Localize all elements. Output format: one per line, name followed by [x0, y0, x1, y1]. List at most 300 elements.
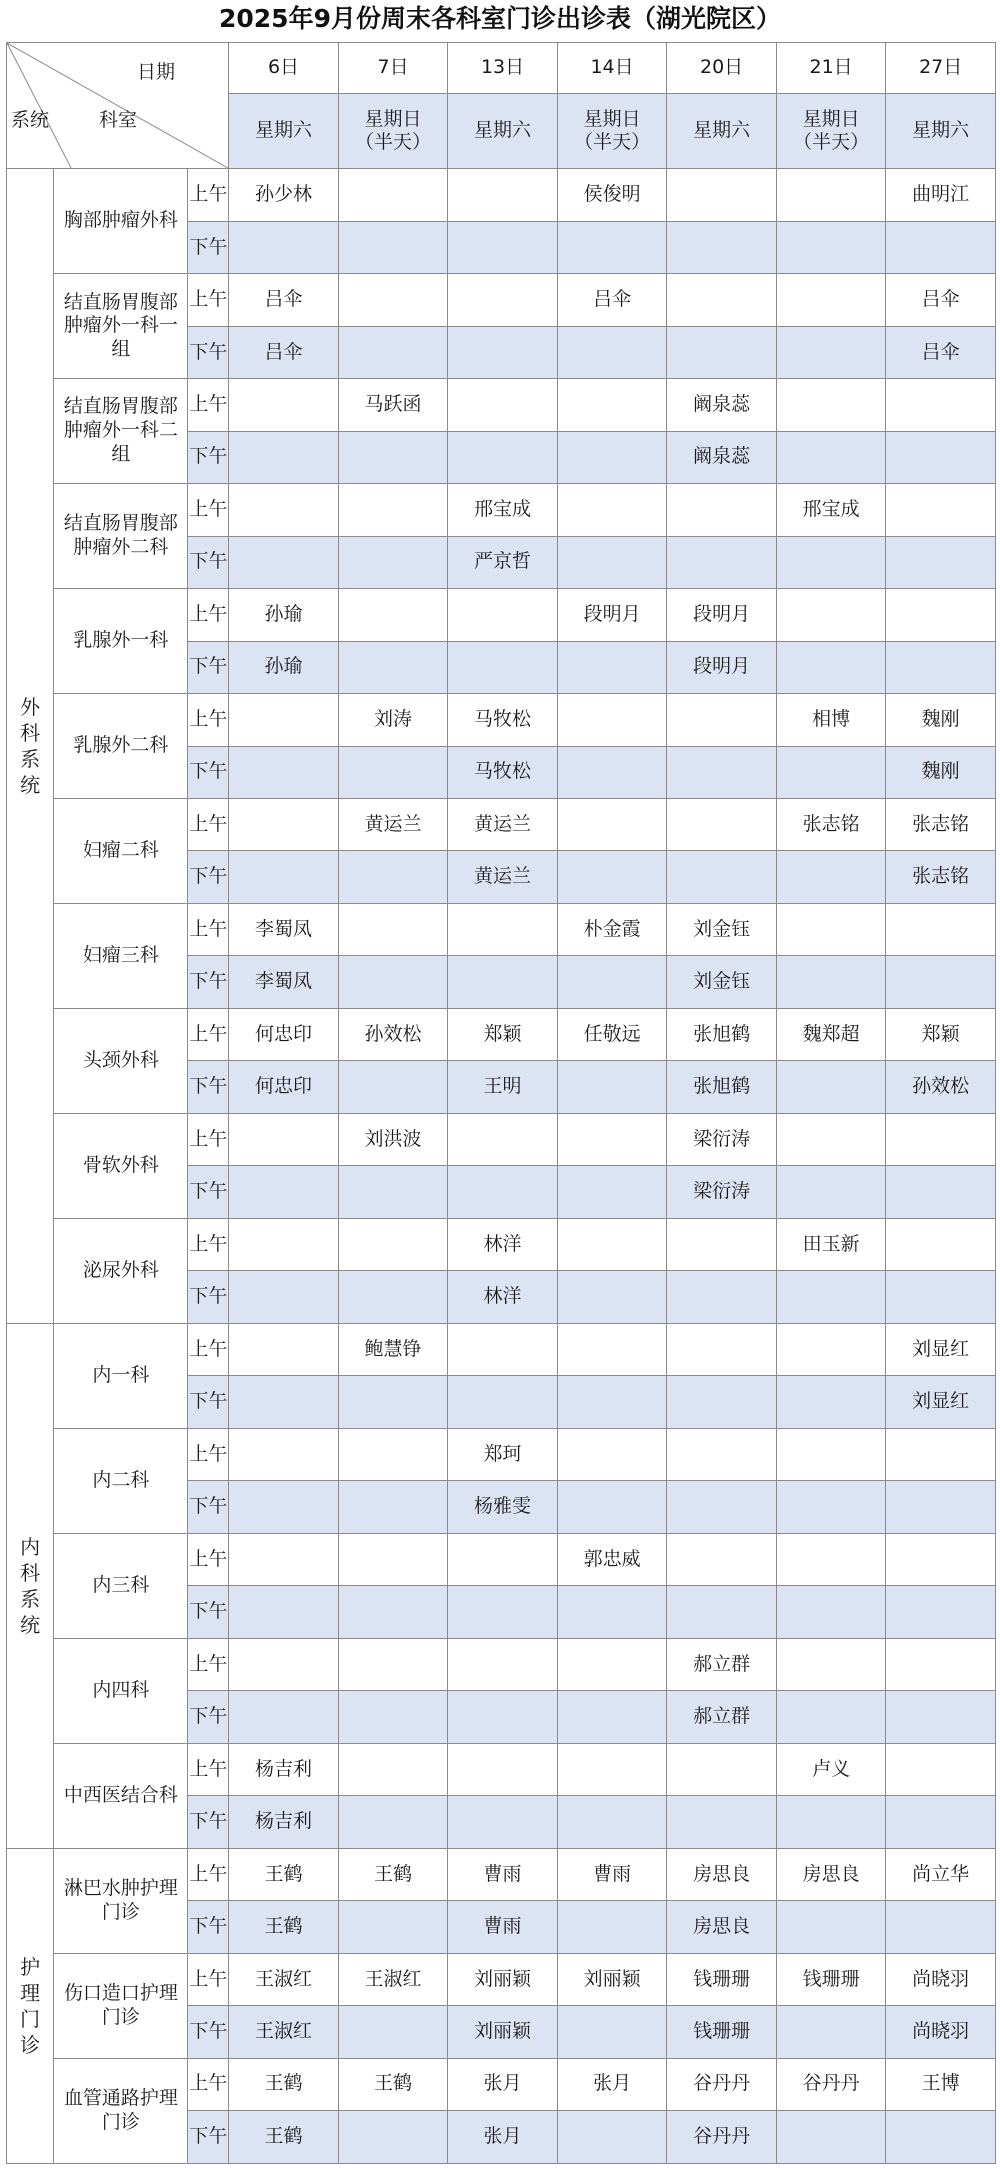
- doctor-cell: [338, 536, 448, 588]
- doctor-cell: 梁衍涛: [667, 1113, 777, 1165]
- doctor-cell: 曹雨: [448, 1901, 558, 1953]
- doctor-cell: 谷丹丹: [667, 2111, 777, 2164]
- doctor-cell: [557, 1323, 667, 1375]
- doctor-cell: 田玉新: [776, 1218, 886, 1270]
- slot-label: 下午: [188, 2111, 229, 2164]
- schedule-row: [7, 2058, 996, 2110]
- doctor-cell: 何忠印: [229, 1008, 339, 1060]
- doctor-cell: [557, 1166, 667, 1218]
- doctor-cell: 马牧松: [448, 694, 558, 746]
- doctor-cell: [886, 589, 996, 641]
- doctor-cell: [886, 484, 996, 536]
- slot-label: 下午: [188, 1271, 229, 1323]
- doctor-cell: 张志铭: [776, 799, 886, 851]
- doctor-cell: [338, 1218, 448, 1270]
- slot-label: 下午: [188, 1376, 229, 1428]
- slot-label: 下午: [188, 431, 229, 483]
- doctor-cell: [229, 799, 339, 851]
- doctor-cell: [338, 326, 448, 378]
- slot-label: 下午: [188, 2006, 229, 2058]
- weekday-header: 星期六: [886, 94, 996, 169]
- slot-label: 上午: [188, 484, 229, 536]
- doctor-cell: 刘显红: [886, 1376, 996, 1428]
- doctor-cell: [776, 274, 886, 326]
- department-name: 中西医结合科: [54, 1743, 188, 1848]
- doctor-cell: 刘金钰: [667, 956, 777, 1008]
- doctor-cell: 郑颖: [448, 1008, 558, 1060]
- doctor-cell: [338, 1533, 448, 1585]
- schedule-row: [7, 484, 996, 536]
- slot-label: 上午: [188, 1638, 229, 1690]
- department-name: 骨软外科: [54, 1113, 188, 1218]
- weekday-header: 星期日 （半天）: [557, 94, 667, 169]
- doctor-cell: [667, 1218, 777, 1270]
- header-row-dates: [7, 43, 996, 94]
- doctor-cell: [776, 1533, 886, 1585]
- doctor-cell: 阚泉蕊: [667, 379, 777, 431]
- doctor-cell: [448, 1533, 558, 1585]
- doctor-cell: 孙瑜: [229, 589, 339, 641]
- doctor-cell: 黄运兰: [338, 799, 448, 851]
- doctor-cell: [776, 2111, 886, 2164]
- weekday-header: 星期六: [448, 94, 558, 169]
- slot-label: 上午: [188, 1953, 229, 2005]
- doctor-cell: 黄运兰: [448, 851, 558, 903]
- doctor-cell: [448, 1376, 558, 1428]
- doctor-cell: 黄运兰: [448, 799, 558, 851]
- slot-label: 上午: [188, 799, 229, 851]
- doctor-cell: [229, 1481, 339, 1533]
- doctor-cell: [667, 221, 777, 273]
- doctor-cell: [776, 536, 886, 588]
- doctor-cell: [557, 694, 667, 746]
- doctor-cell: [338, 1691, 448, 1743]
- doctor-cell: [448, 379, 558, 431]
- doctor-cell: [776, 1113, 886, 1165]
- doctor-cell: 王淑红: [229, 2006, 339, 2058]
- doctor-cell: [229, 1691, 339, 1743]
- doctor-cell: [557, 536, 667, 588]
- doctor-cell: [338, 746, 448, 798]
- department-name: 妇瘤二科: [54, 799, 188, 904]
- doctor-cell: [448, 1638, 558, 1690]
- doctor-cell: 段明月: [557, 589, 667, 641]
- schedule-row: [7, 1323, 996, 1375]
- slot-label: 下午: [188, 851, 229, 903]
- doctor-cell: [886, 2111, 996, 2164]
- doctor-cell: [338, 956, 448, 1008]
- doctor-cell: 马跃函: [338, 379, 448, 431]
- doctor-cell: [776, 221, 886, 273]
- doctor-cell: 杨雅雯: [448, 1481, 558, 1533]
- doctor-cell: [667, 1743, 777, 1795]
- doctor-cell: [886, 536, 996, 588]
- slot-label: 上午: [188, 274, 229, 326]
- doctor-cell: [229, 1638, 339, 1690]
- corner-diagonal-lines: [7, 43, 228, 168]
- doctor-cell: 林洋: [448, 1271, 558, 1323]
- doctor-cell: 孙瑜: [229, 641, 339, 693]
- department-name: 内二科: [54, 1428, 188, 1533]
- doctor-cell: [886, 1586, 996, 1638]
- doctor-cell: 严京哲: [448, 536, 558, 588]
- slot-label: 下午: [188, 1586, 229, 1638]
- doctor-cell: [229, 221, 339, 273]
- doctor-cell: [776, 1428, 886, 1480]
- slot-label: 下午: [188, 746, 229, 798]
- doctor-cell: [776, 746, 886, 798]
- doctor-cell: [338, 2111, 448, 2164]
- doctor-cell: [557, 379, 667, 431]
- doctor-cell: 何忠印: [229, 1061, 339, 1113]
- doctor-cell: 尚晓羽: [886, 1953, 996, 2005]
- doctor-cell: [557, 1428, 667, 1480]
- doctor-cell: 郭忠威: [557, 1533, 667, 1585]
- department-name: 结直肠胃腹部肿瘤外一科二组: [54, 379, 188, 484]
- doctor-cell: [667, 1796, 777, 1848]
- doctor-cell: [667, 851, 777, 903]
- doctor-cell: 王鹤: [229, 1848, 339, 1900]
- doctor-cell: 魏刚: [886, 694, 996, 746]
- slot-label: 下午: [188, 956, 229, 1008]
- doctor-cell: 刘金钰: [667, 903, 777, 955]
- doctor-cell: 邢宝成: [448, 484, 558, 536]
- doctor-cell: [886, 641, 996, 693]
- doctor-cell: 曲明江: [886, 169, 996, 221]
- doctor-cell: [448, 1796, 558, 1848]
- doctor-cell: [557, 1638, 667, 1690]
- doctor-cell: 王博: [886, 2058, 996, 2110]
- doctor-cell: 杨吉利: [229, 1796, 339, 1848]
- doctor-cell: [557, 1218, 667, 1270]
- doctor-cell: 郑珂: [448, 1428, 558, 1480]
- doctor-cell: 魏郑超: [776, 1008, 886, 1060]
- doctor-cell: [338, 1376, 448, 1428]
- doctor-cell: 吕伞: [557, 274, 667, 326]
- doctor-cell: [776, 851, 886, 903]
- doctor-cell: [229, 1376, 339, 1428]
- doctor-cell: [229, 746, 339, 798]
- schedule-row: [7, 1848, 996, 1900]
- doctor-cell: 段明月: [667, 589, 777, 641]
- doctor-cell: 张志铭: [886, 799, 996, 851]
- slot-label: 下午: [188, 536, 229, 588]
- doctor-cell: [338, 431, 448, 483]
- doctor-cell: [886, 1218, 996, 1270]
- department-name: 内一科: [54, 1323, 188, 1428]
- doctor-cell: [229, 379, 339, 431]
- doctor-cell: [448, 956, 558, 1008]
- slot-label: 上午: [188, 1113, 229, 1165]
- doctor-cell: [886, 903, 996, 955]
- doctor-cell: [448, 431, 558, 483]
- doctor-cell: [338, 169, 448, 221]
- slot-label: 上午: [188, 589, 229, 641]
- doctor-cell: [229, 431, 339, 483]
- doctor-cell: [886, 1113, 996, 1165]
- department-name: 结直肠胃腹部肿瘤外二科: [54, 484, 188, 589]
- slot-label: 下午: [188, 1061, 229, 1113]
- doctor-cell: [448, 641, 558, 693]
- system-label: [7, 1848, 54, 2163]
- page-title: 2025年9月份周末各科室门诊出诊表（湖光院区）: [219, 4, 781, 33]
- doctor-cell: [338, 1743, 448, 1795]
- doctor-cell: [448, 1743, 558, 1795]
- department-name: 乳腺外二科: [54, 694, 188, 799]
- doctor-cell: [448, 1166, 558, 1218]
- doctor-cell: 谷丹丹: [667, 2058, 777, 2110]
- slot-label: 上午: [188, 1218, 229, 1270]
- doctor-cell: [338, 1061, 448, 1113]
- system-label: [7, 169, 54, 1324]
- schedule-row: [7, 379, 996, 431]
- department-name: 乳腺外一科: [54, 589, 188, 694]
- slot-label: 上午: [188, 1533, 229, 1585]
- doctor-cell: [557, 484, 667, 536]
- slot-label: 下午: [188, 1166, 229, 1218]
- doctor-cell: [557, 799, 667, 851]
- doctor-cell: 曹雨: [448, 1848, 558, 1900]
- slot-label: 上午: [188, 1008, 229, 1060]
- doctor-cell: 刘丽颖: [557, 1953, 667, 2005]
- schedule-row: [7, 1533, 996, 1585]
- doctor-cell: [229, 1533, 339, 1585]
- doctor-cell: 王鹤: [229, 2058, 339, 2110]
- schedule-row: [7, 1638, 996, 1690]
- corner-label-date: 日期: [137, 61, 176, 83]
- doctor-cell: 谷丹丹: [776, 2058, 886, 2110]
- slot-label: 上午: [188, 169, 229, 221]
- doctor-cell: [776, 589, 886, 641]
- doctor-cell: [229, 851, 339, 903]
- doctor-cell: [667, 1428, 777, 1480]
- doctor-cell: 房思良: [776, 1848, 886, 1900]
- doctor-cell: 张旭鹤: [667, 1008, 777, 1060]
- doctor-cell: [776, 1796, 886, 1848]
- doctor-cell: 朴金霞: [557, 903, 667, 955]
- doctor-cell: [776, 2006, 886, 2058]
- doctor-cell: [338, 274, 448, 326]
- doctor-cell: [776, 431, 886, 483]
- doctor-cell: [557, 1271, 667, 1323]
- doctor-cell: 杨吉利: [229, 1743, 339, 1795]
- slot-label: 下午: [188, 641, 229, 693]
- doctor-cell: [557, 1061, 667, 1113]
- schedule-row: [7, 589, 996, 641]
- doctor-cell: 张月: [557, 2058, 667, 2110]
- doctor-cell: [338, 1481, 448, 1533]
- doctor-cell: 邢宝成: [776, 484, 886, 536]
- doctor-cell: [557, 2006, 667, 2058]
- doctor-cell: [886, 1691, 996, 1743]
- doctor-cell: [667, 1586, 777, 1638]
- schedule-row: [7, 694, 996, 746]
- doctor-cell: [229, 484, 339, 536]
- doctor-cell: [667, 1533, 777, 1585]
- slot-label: 下午: [188, 1796, 229, 1848]
- doctor-cell: [557, 1743, 667, 1795]
- doctor-cell: 王淑红: [338, 1953, 448, 2005]
- doctor-cell: [886, 1533, 996, 1585]
- doctor-cell: [557, 746, 667, 798]
- doctor-cell: [886, 1166, 996, 1218]
- weekday-header: 星期日 （半天）: [776, 94, 886, 169]
- slot-label: 上午: [188, 903, 229, 955]
- doctor-cell: [338, 1796, 448, 1848]
- system-label-text: 外科系统: [20, 695, 41, 798]
- doctor-cell: [557, 2111, 667, 2164]
- doctor-cell: 吕伞: [886, 326, 996, 378]
- doctor-cell: 尚晓羽: [886, 2006, 996, 2058]
- doctor-cell: [338, 851, 448, 903]
- department-name: 伤口造口护理门诊: [54, 1953, 188, 2058]
- department-name: 头颈外科: [54, 1008, 188, 1113]
- department-name: 妇瘤三科: [54, 903, 188, 1008]
- doctor-cell: 鲍慧铮: [338, 1323, 448, 1375]
- weekday-header: 星期日 （半天）: [338, 94, 448, 169]
- doctor-cell: [557, 1481, 667, 1533]
- doctor-cell: [338, 2006, 448, 2058]
- weekday-header: 星期六: [229, 94, 339, 169]
- schedule-row: [7, 274, 996, 326]
- doctor-cell: [229, 1428, 339, 1480]
- doctor-cell: 李蜀凤: [229, 903, 339, 955]
- schedule-row: [7, 1218, 996, 1270]
- doctor-cell: [557, 1376, 667, 1428]
- doctor-cell: [338, 221, 448, 273]
- system-label: [7, 1323, 54, 1848]
- doctor-cell: 刘显红: [886, 1323, 996, 1375]
- doctor-cell: 刘丽颖: [448, 2006, 558, 2058]
- doctor-cell: [776, 1061, 886, 1113]
- doctor-cell: [557, 1796, 667, 1848]
- doctor-cell: [776, 1376, 886, 1428]
- slot-label: 下午: [188, 221, 229, 273]
- doctor-cell: 郝立群: [667, 1691, 777, 1743]
- doctor-cell: [776, 326, 886, 378]
- doctor-cell: 郑颖: [886, 1008, 996, 1060]
- doctor-cell: [448, 903, 558, 955]
- doctor-cell: [338, 903, 448, 955]
- doctor-cell: [338, 1586, 448, 1638]
- doctor-cell: [886, 1901, 996, 1953]
- slot-label: 上午: [188, 1743, 229, 1795]
- doctor-cell: 王鹤: [229, 2111, 339, 2164]
- date-header: 7日: [338, 43, 448, 94]
- doctor-cell: [229, 1323, 339, 1375]
- schedule-row: [7, 1953, 996, 2005]
- doctor-cell: 曹雨: [557, 1848, 667, 1900]
- doctor-cell: [557, 956, 667, 1008]
- department-name: 胸部肿瘤外科: [54, 169, 188, 274]
- slot-label: 上午: [188, 694, 229, 746]
- doctor-cell: 吕伞: [229, 274, 339, 326]
- doctor-cell: [886, 1481, 996, 1533]
- doctor-cell: [557, 1586, 667, 1638]
- doctor-cell: [448, 274, 558, 326]
- doctor-cell: [776, 956, 886, 1008]
- doctor-cell: [448, 221, 558, 273]
- doctor-cell: [557, 1691, 667, 1743]
- doctor-cell: [886, 431, 996, 483]
- doctor-cell: [776, 903, 886, 955]
- date-header: 13日: [448, 43, 558, 94]
- doctor-cell: 吕伞: [886, 274, 996, 326]
- doctor-cell: [667, 1376, 777, 1428]
- doctor-cell: [229, 1218, 339, 1270]
- department-name: 内四科: [54, 1638, 188, 1743]
- doctor-cell: [667, 694, 777, 746]
- corner-label-system: 系统: [11, 109, 50, 131]
- department-name: 血管通路护理门诊: [54, 2058, 188, 2163]
- doctor-cell: 郝立群: [667, 1638, 777, 1690]
- doctor-cell: [448, 1323, 558, 1375]
- date-header: 6日: [229, 43, 339, 94]
- doctor-cell: 钱珊珊: [667, 2006, 777, 2058]
- doctor-cell: 吕伞: [229, 326, 339, 378]
- doctor-cell: [338, 589, 448, 641]
- doctor-cell: 梁衍涛: [667, 1166, 777, 1218]
- doctor-cell: [229, 694, 339, 746]
- doctor-cell: [886, 1271, 996, 1323]
- doctor-cell: [338, 484, 448, 536]
- doctor-cell: [886, 221, 996, 273]
- department-name: 结直肠胃腹部肿瘤外一科一组: [54, 274, 188, 379]
- doctor-cell: 张月: [448, 2111, 558, 2164]
- doctor-cell: [667, 274, 777, 326]
- doctor-cell: [557, 641, 667, 693]
- doctor-cell: [776, 169, 886, 221]
- doctor-cell: [229, 1166, 339, 1218]
- doctor-cell: [776, 1166, 886, 1218]
- doctor-cell: [886, 1638, 996, 1690]
- doctor-cell: [338, 1638, 448, 1690]
- doctor-cell: 阚泉蕊: [667, 431, 777, 483]
- doctor-cell: [448, 326, 558, 378]
- doctor-cell: [886, 1743, 996, 1795]
- system-label-text: 护理门诊: [20, 1954, 41, 2057]
- slot-label: 下午: [188, 1901, 229, 1953]
- doctor-cell: [667, 484, 777, 536]
- doctor-cell: [557, 1901, 667, 1953]
- doctor-cell: 房思良: [667, 1848, 777, 1900]
- doctor-cell: [448, 1586, 558, 1638]
- doctor-cell: [776, 1481, 886, 1533]
- doctor-cell: 任敬远: [557, 1008, 667, 1060]
- doctor-cell: 马牧松: [448, 746, 558, 798]
- doctor-cell: [776, 1691, 886, 1743]
- doctor-cell: [448, 589, 558, 641]
- doctor-cell: [229, 1586, 339, 1638]
- date-header: 20日: [667, 43, 777, 94]
- doctor-cell: [557, 221, 667, 273]
- doctor-cell: [776, 1271, 886, 1323]
- doctor-cell: [229, 1113, 339, 1165]
- doctor-cell: [776, 1586, 886, 1638]
- slot-label: 上午: [188, 379, 229, 431]
- doctor-cell: [776, 641, 886, 693]
- doctor-cell: [667, 1271, 777, 1323]
- slot-label: 上午: [188, 1848, 229, 1900]
- doctor-cell: 房思良: [667, 1901, 777, 1953]
- doctor-cell: 王明: [448, 1061, 558, 1113]
- doctor-cell: 钱珊珊: [776, 1953, 886, 2005]
- doctor-cell: [557, 851, 667, 903]
- doctor-cell: [776, 379, 886, 431]
- doctor-cell: [338, 1271, 448, 1323]
- doctor-cell: [448, 1113, 558, 1165]
- doctor-cell: [338, 1901, 448, 1953]
